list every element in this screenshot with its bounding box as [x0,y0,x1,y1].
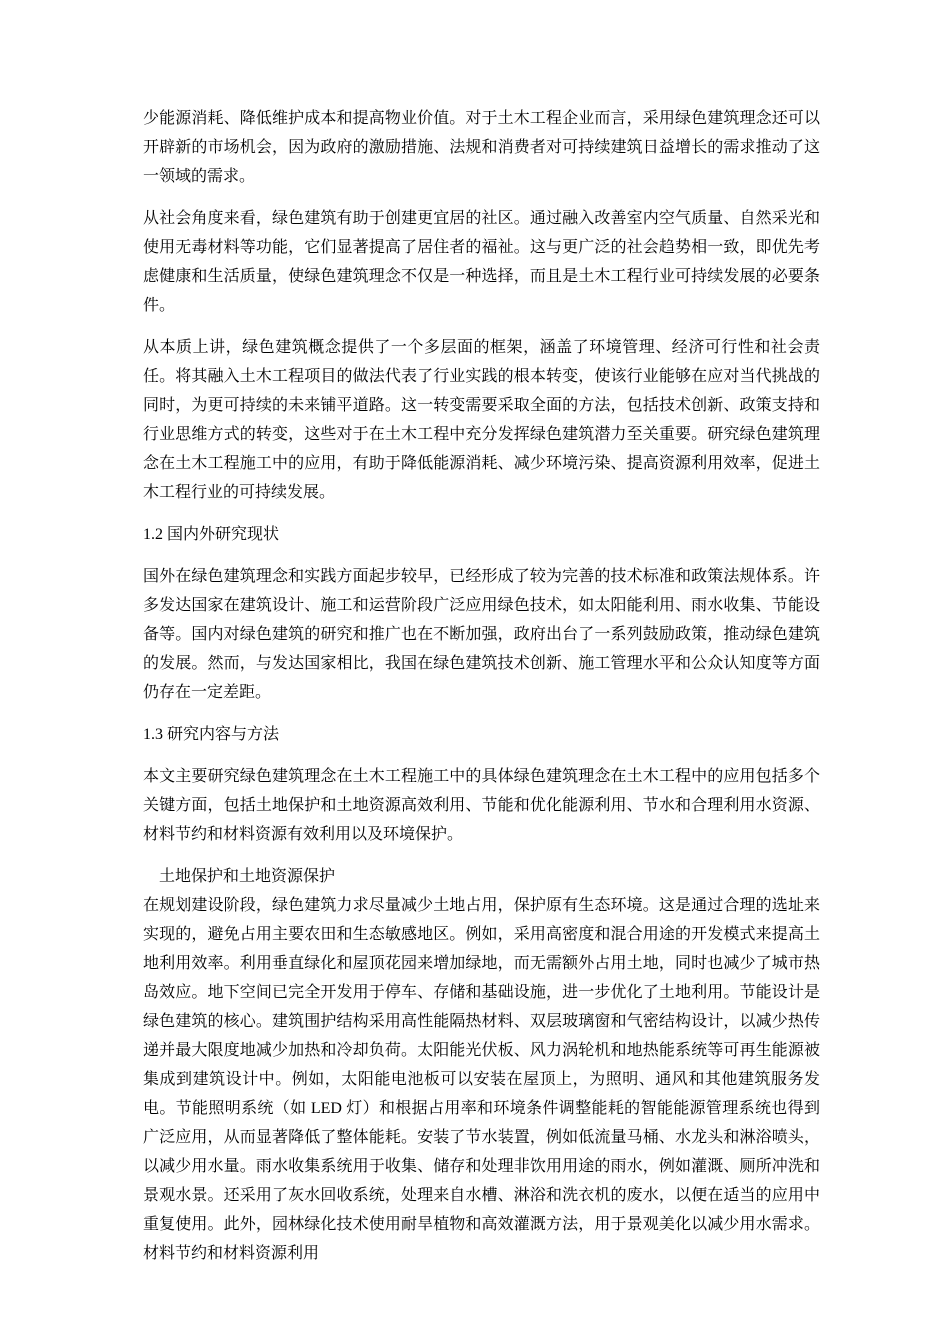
subheading-land-protection: 土地保护和土地资源保护 [159,868,336,885]
paragraph-benefits-continued: 少能源消耗、降低维护成本和提高物业价值。对于土木工程企业而言，采用绿色建筑理念还可以开辟新的市场机会，因为政府的激励措施、法规和消费者对可持续建筑日益增长的需求推动了这一领域的需求。 [143,110,820,185]
heading-section-1-3: 1.3 研究内容与方法 [143,726,280,743]
paragraph-framework-summary: 从本质上讲，绿色建筑概念提供了一个多层面的框架，涵盖了环境管理、经济可行性和社会责任。将其融入土木工程项目的做法代表了行业实践的根本转变，使该行业能够在应对当代挑战的同时，为更可持续的未来铺平道路。这一转变需要采取全面的方法，包括技术创新、政策支持和行业思维方式的转变，这些对于在土木工程中充分发挥绿色建筑潜力至关重要。研究绿色建筑理念在土木工程施工中的应用，有助于降低能源消耗、减少环境污染、提高资源利用效率，促进土木工程行业的可持续发展。 [143,339,820,501]
paragraph-land-protection-detail: 在规划建设阶段，绿色建筑力求尽量减少土地占用，保护原有生态环境。这是通过合理的选址来实现的，避免占用主要农田和生态敏感地区。例如，采用高密度和混合用途的开发模式来提高土地利用效率。利用垂直绿化和屋顶花园来增加绿地，而无需额外占用土地，同时也减少了城市热岛效应。地下空间已完全开发用于停车、存储和基础设施，进一步优化了土地利用。节能设计是绿色建筑的核心。建筑围护结构采用高性能隔热材料、双层玻璃窗和气密结构设计，以减少热传递并最大限度地减少加热和冷却负荷。太阳能光伏板、风力涡轮机和地热能系统等可再生能源被集成到建筑设计中。例如，太阳能电池板可以安装在屋顶上，为照明、通风和其他建筑服务发电。节能照明系统（如 LED 灯）和根据占用率和环境条件调整能耗的智能能源管理系统也得到广泛应用，从而显著降低了整体能耗。安装了节水装置，例如低流量马桶、水龙头和淋浴喷头，以减少用水量。雨水收集系统用于收集、储存和处理非饮用用途的雨水，例如灌溉、厕所冲洗和景观水景。还采用了灰水回收系统，处理来自水槽、淋浴和洗衣机的废水，以便在适当的应用中重复使用。此外，园林绿化技术使用耐旱植物和高效灌溉方法，用于景观美化以减少用水需求。材料节约和材料资源利用 [143,897,820,1262]
paragraph-research-content: 本文主要研究绿色建筑理念在土木工程施工中的具体绿色建筑理念在土木工程中的应用包括多个关键方面，包括土地保护和土地资源高效利用、节能和优化能源利用、节水和合理利用水资源、材料节约和材料资源有效利用以及环境保护。 [143,768,820,843]
paragraph-social-perspective: 从社会角度来看，绿色建筑有助于创建更宜居的社区。通过融入改善室内空气质量、自然采光和使用无毒材料等功能，它们显著提高了居住者的福祉。这与更广泛的社会趋势相一致，即优先考虑健康和生活质量，使绿色建筑理念不仅是一种选择，而且是土木工程行业可持续发展的必要条件。 [143,210,820,314]
paragraph-research-status: 国外在绿色建筑理念和实践方面起步较早，已经形成了较为完善的技术标准和政策法规体系。许多发达国家在建筑设计、施工和运营阶段广泛应用绿色技术，如太阳能利用、雨水收集、节能设备等。国内对绿色建筑的研究和推广也在不断加强，政府出台了一系列鼓励政策，推动绿色建筑的发展。然而，与发达国家相比，我国在绿色建筑技术创新、施工管理水平和公众认知度等方面仍存在一定差距。 [143,568,820,701]
heading-section-1-2: 1.2 国内外研究现状 [143,526,280,543]
